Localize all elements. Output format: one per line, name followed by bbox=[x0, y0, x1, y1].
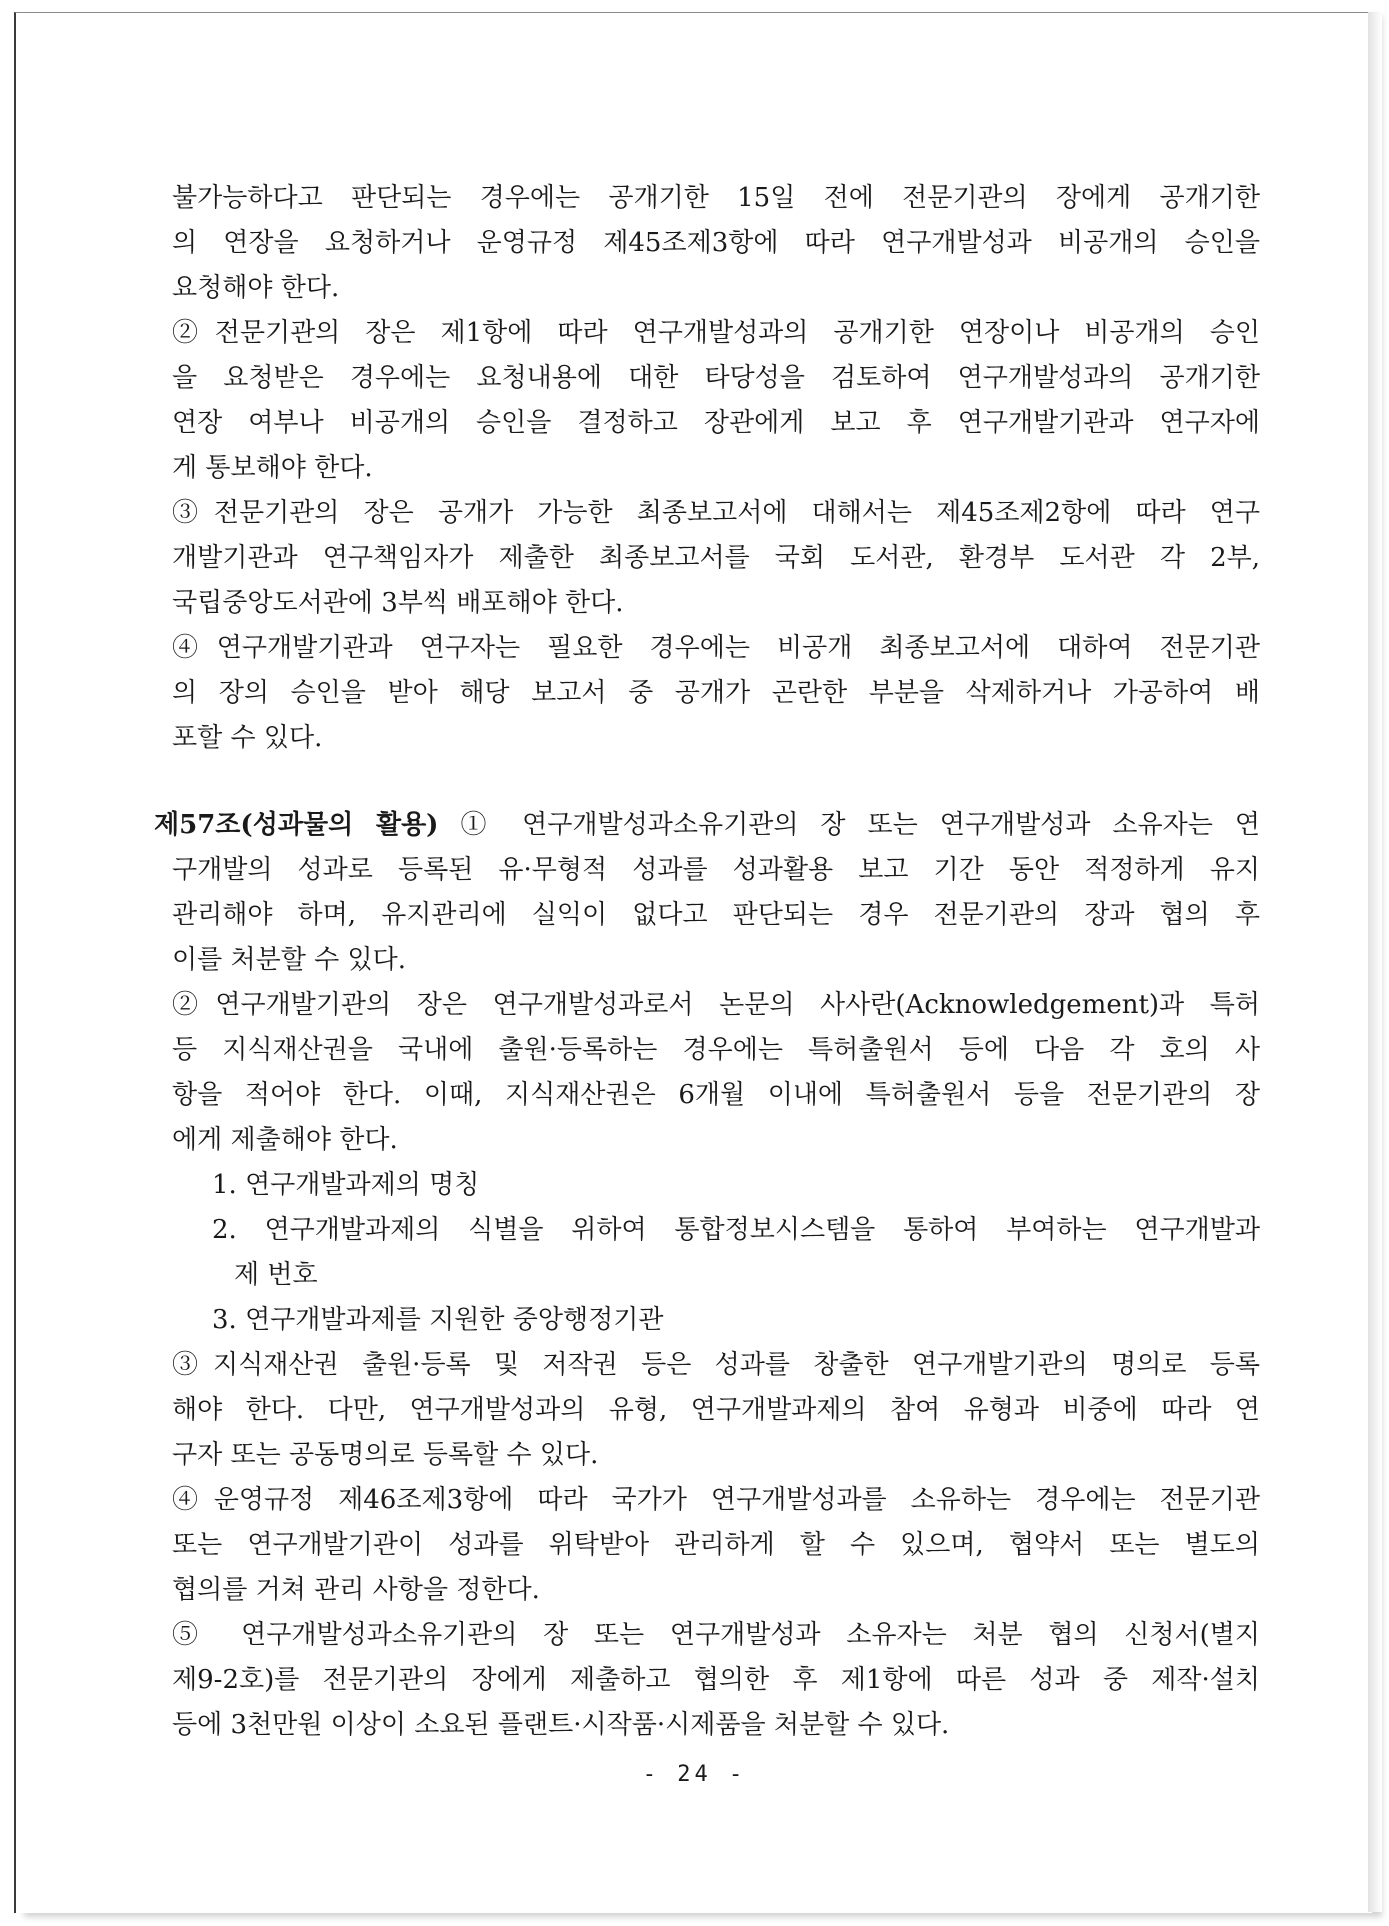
article-57 bbox=[154, 803, 1260, 1748]
text-line: 을 요청받은 경우에는 요청내용에 대한 타당성을 검토하여 연구개발성과의 공개기한 bbox=[172, 363, 1260, 393]
text-line: 제9-2호)를 전문기관의 장에게 제출하고 협의한 후 제1항에 따른 성과 중 제작·설치 bbox=[172, 1665, 1260, 1695]
article-heading-line bbox=[154, 803, 1260, 848]
text-line: 개발기관과 연구책임자가 제출한 최종보고서를 국회 도서관, 환경부 도서관 각 2부, bbox=[172, 543, 1260, 573]
text-line: 에게 제출해야 한다. bbox=[172, 1125, 398, 1155]
paragraph-2 bbox=[172, 311, 1260, 491]
text-line: 이를 처분할 수 있다. bbox=[172, 945, 406, 975]
page-number: - 24 - bbox=[642, 1762, 747, 1787]
article-heading: 제57조(성과물의 활용) bbox=[154, 810, 439, 840]
text-line: 등 지식재산권을 국내에 출원·등록하는 경우에는 특허출원서 등에 다음 각 호의 사 bbox=[172, 1035, 1260, 1065]
text-line: 관리해야 하며, 유지관리에 실익이 없다고 판단되는 경우 전문기관의 장과 협의 후 bbox=[172, 900, 1260, 930]
text-line: 또는 연구개발기관이 성과를 위탁받아 관리하게 할 수 있으며, 협약서 또는 별도의 bbox=[172, 1530, 1260, 1560]
text-line: 구개발의 성과로 등록된 유·무형적 성과를 성과활용 보고 기간 동안 적정하게 유지 bbox=[172, 855, 1260, 885]
list-item: 3. 연구개발과제를 지원한 중앙행정기관 bbox=[212, 1305, 664, 1335]
text-line: ④운영규정 제46조제3항에 따라 국가가 연구개발성과를 소유하는 경우에는 전문기관 bbox=[172, 1485, 1260, 1515]
text-line: 의 장의 승인을 받아 해당 보고서 중 공개가 곤란한 부분을 삭제하거나 가공하여 배 bbox=[172, 678, 1260, 708]
text-line: 협의를 거쳐 관리 사항을 정한다. bbox=[172, 1575, 540, 1605]
list-item: 1. 연구개발과제의 명칭 bbox=[212, 1170, 480, 1200]
page-edge bbox=[1368, 12, 1382, 1912]
text-line: 국립중앙도서관에 3부씩 배포해야 한다. bbox=[172, 588, 624, 618]
list-item: 2. 연구개발과제의 식별을 위하여 통합정보시스템을 통하여 부여하는 연구개발과 bbox=[212, 1215, 1260, 1245]
list-item-continued: 제 번호 bbox=[234, 1260, 318, 1290]
document-body bbox=[154, 176, 1260, 1748]
text-line: 포할 수 있다. bbox=[172, 723, 323, 753]
text-line: 등에 3천만원 이상이 소요된 플랜트·시작품·시제품을 처분할 수 있다. bbox=[172, 1710, 950, 1740]
text-line: ③지식재산권 출원·등록 및 저작권 등은 성과를 창출한 연구개발기관의 명의로 등록 bbox=[172, 1350, 1260, 1380]
text-line: 구자 또는 공동명의로 등록할 수 있다. bbox=[172, 1440, 599, 1470]
paragraph-continued bbox=[172, 176, 1260, 311]
text-span: ① 연구개발성과소유기관의 장 또는 연구개발성과 소유자는 연 bbox=[438, 810, 1260, 840]
text-line: ④연구개발기관과 연구자는 필요한 경우에는 비공개 최종보고서에 대하여 전문기관 bbox=[172, 633, 1260, 663]
text-line: 게 통보해야 한다. bbox=[172, 453, 373, 483]
text-line: 의 연장을 요청하거나 운영규정 제45조제3항에 따라 연구개발성과 비공개의 승인을 bbox=[172, 228, 1260, 258]
text-line: 연장 여부나 비공개의 승인을 결정하고 장관에게 보고 후 연구개발기관과 연구자에 bbox=[172, 408, 1260, 438]
paragraph-3 bbox=[172, 491, 1260, 626]
text-line: 불가능하다고 판단되는 경우에는 공개기한 15일 전에 전문기관의 장에게 공개기한 bbox=[172, 183, 1260, 213]
paragraph-4 bbox=[172, 626, 1260, 761]
text-line: ③전문기관의 장은 공개가 가능한 최종보고서에 대해서는 제45조제2항에 따라 연구 bbox=[172, 498, 1260, 528]
text-line: ②전문기관의 장은 제1항에 따라 연구개발성과의 공개기한 연장이나 비공개의 승인 bbox=[172, 318, 1260, 348]
text-line: 요청해야 한다. bbox=[172, 273, 340, 303]
text-line: ②연구개발기관의 장은 연구개발성과로서 논문의 사사란(Acknowledgement)과 특허 bbox=[172, 990, 1260, 1020]
text-line: ⑤ 연구개발성과소유기관의 장 또는 연구개발성과 소유자는 처분 협의 신청서(별지 bbox=[172, 1620, 1260, 1650]
text-line: 해야 한다. 다만, 연구개발성과의 유형, 연구개발과제의 참여 유형과 비중에 따라 연 bbox=[172, 1395, 1260, 1425]
text-line: 항을 적어야 한다. 이때, 지식재산권은 6개월 이내에 특허출원서 등을 전문기관의 장 bbox=[172, 1080, 1260, 1110]
